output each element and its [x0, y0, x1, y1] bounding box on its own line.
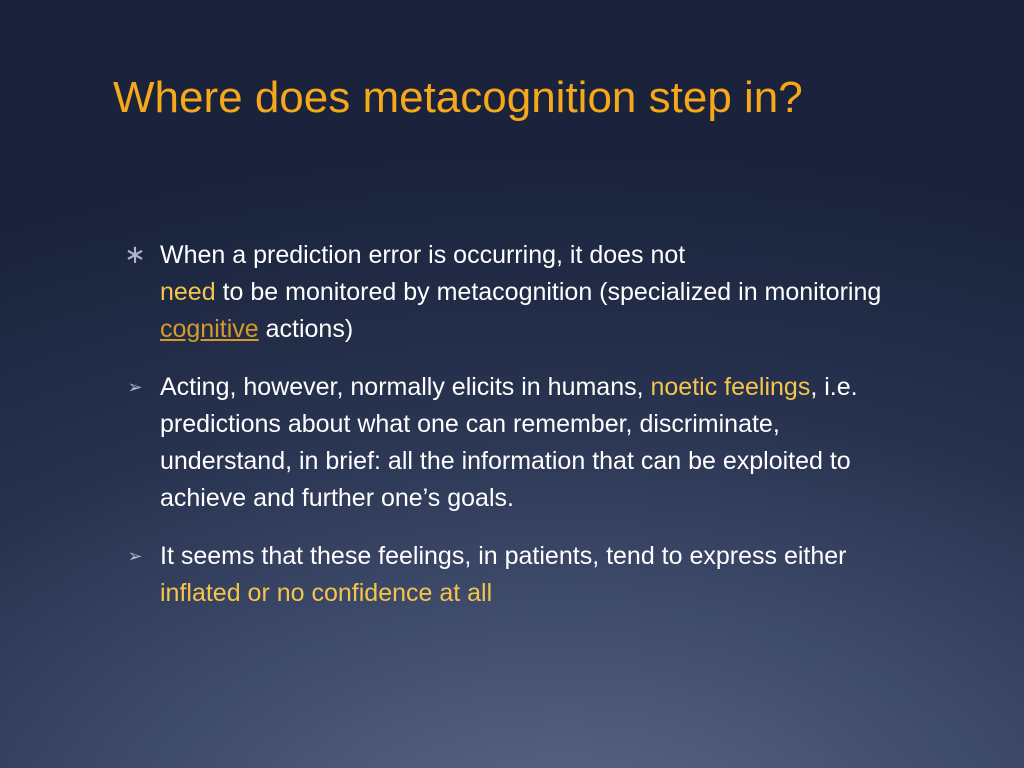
bullet-text: , i.e. predictions about what one can remember, discriminate, understand, in brief: all the information that can be exploited to achieve and further one’s goals.: [160, 373, 858, 512]
arrow-bullet-icon: ➢: [127, 377, 143, 398]
highlighted-text: noetic feelings: [650, 373, 811, 401]
bullet-text: When a prediction error is occurring, it does not: [160, 241, 686, 269]
cognitive-link[interactable]: cognitive: [160, 315, 259, 343]
bullet-text: to be monitored by metacognition (specialized in monitoring: [215, 278, 882, 306]
bullet-item: [123, 538, 903, 612]
highlighted-text: inflated or no confidence at all: [160, 579, 493, 607]
arrow-bullet-icon: ➢: [127, 546, 143, 567]
asterisk-icon: ∗: [124, 240, 146, 270]
bullet-item: [123, 237, 903, 348]
bullet-text: Acting, however, normally elicits in humans,: [160, 373, 651, 401]
bullet-text: actions): [258, 315, 354, 343]
highlighted-text: need: [160, 278, 216, 306]
slide-title: Where does metacognition step in?: [113, 73, 803, 122]
bullet-list: [123, 237, 903, 633]
bullet-item: [123, 369, 903, 517]
bullet-text: It seems that these feelings, in patients, tend to express either: [160, 542, 847, 570]
